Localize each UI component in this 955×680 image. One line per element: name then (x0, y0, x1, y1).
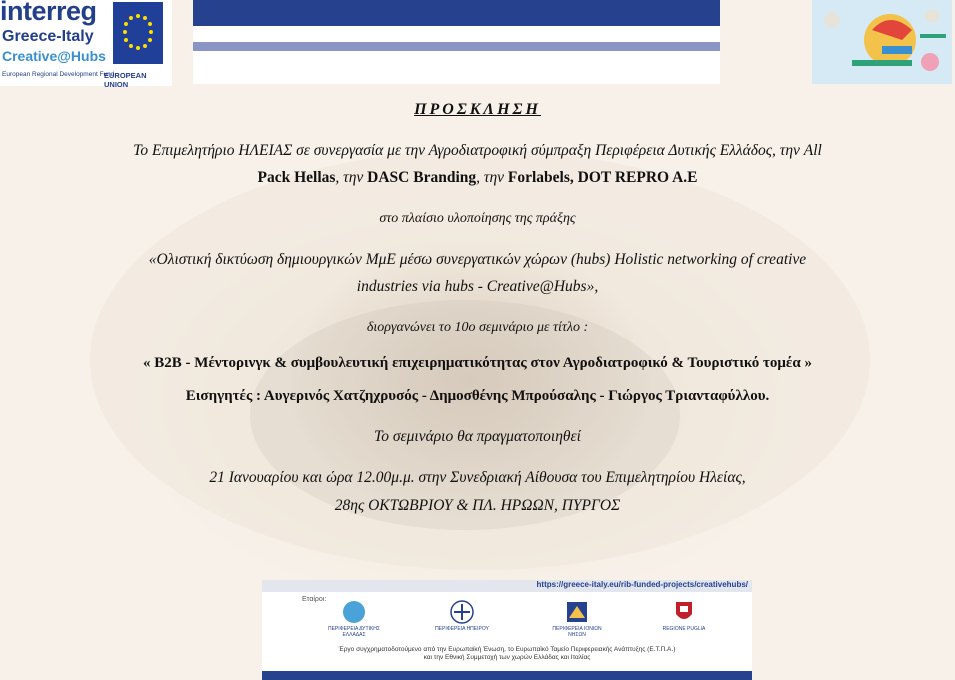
intro-connector: , την (335, 169, 368, 186)
project-url: https://greece-italy.eu/rib-funded-projects/creativehubs/ (536, 580, 748, 589)
partner-name: ΠΕΡΙΦΕΡΕΙΑ ΗΠΕΙΡΟΥ (435, 626, 489, 632)
eu-flag-icon (113, 2, 163, 64)
partner-name: REGIONE PUGLIA (662, 626, 706, 632)
partner-logo-western-greece (324, 600, 384, 638)
partner-name: ΠΕΡΙΦΕΡΕΙΑ ΔΥΤΙΚΗΣ ΕΛΛΑΔΑΣ (327, 626, 380, 638)
organizes-line: διοργανώνει το 10ο σεμινάριο με τίτλο : (366, 320, 589, 335)
partner-logo-epirus (432, 600, 492, 632)
footer-bottom-bar (262, 671, 752, 680)
funding-line-2: και την Εθνική Συμμετοχή των χωρών Ελλάδας και Ιταλίας (423, 654, 591, 661)
header-spacer (193, 51, 720, 84)
intro-connector: , την (476, 169, 508, 186)
context-line: στο πλαίσιο υλοποίησης της πράξης (379, 211, 576, 226)
logo-program: Greece-Italy (2, 28, 94, 45)
funding-text (262, 646, 752, 662)
address-line: 28ης ΟΚΤΩΒΡΙΟΥ & ΠΛ. ΗΡΩΩΝ, ΠΥΡΓΟΣ (334, 497, 621, 514)
company-all-pack: Pack Hellas (257, 169, 336, 186)
company-forlabels: Forlabels, DOT REPRO A.E (507, 169, 698, 186)
speakers-line: Εισηγητές : Αυγερινός Χατζηχρυσός - Δημοσθένης Μπρούσαλης - Γιώργος Τριανταφύλλου. (185, 388, 770, 404)
intro-line-1: Το Επιμελητήριο ΗΛΕΙΑΣ σε συνεργασία με την Αγροδιατροφική σύμπραξη Περιφέρεια Δυτικής Ελλάδος, την All (133, 142, 822, 159)
seminar-title: « B2B - Μέντορινγκ & συμβουλευτική επιχειρηματικότητας στον Αγροδιατροφικό & Τουριστικό τομέα » (143, 355, 812, 371)
company-dasc: DASC Branding (367, 169, 477, 186)
partners-label: Εταίροι: (302, 596, 327, 603)
interreg-logo (0, 0, 172, 89)
logo-eu: EUROPEAN UNION (104, 71, 147, 89)
creative-hubs-logo (812, 0, 952, 84)
intro-line-2 (0, 168, 955, 188)
partner-logo-ionian (547, 600, 607, 638)
footer-url-bar (262, 580, 752, 592)
logo-brand: interreg (0, 0, 97, 26)
will-take-place: Το σεμινάριο θα πραγματοποιηθεί (374, 428, 581, 445)
project-line-2: industries via hubs - Creative@Hubs», (356, 278, 599, 295)
header-bar-secondary (193, 42, 720, 51)
header-bar-primary (193, 0, 720, 26)
footer-banner (262, 580, 752, 680)
funding-line-1: Έργο συγχρηματοδοτούμενο από την Ευρωπαϊκή Ένωση, το Ευρωπαϊκό Ταμείο Περιφερειακής Ανάπτυξης (Ε.Τ.Π.Α.) (338, 646, 676, 653)
partner-name: ΠΕΡΙΦΕΡΕΙΑ ΙΟΝΙΩΝ ΝΗΣΩΝ (552, 626, 602, 638)
project-line-1: «Ολιστική δικτύωση δημιουργικών ΜμΕ μέσω συνεργατικών χώρων (hubs) Holistic networking of creative (148, 251, 807, 268)
header-spacer (193, 26, 720, 42)
logo-project: Creative@Hubs (2, 48, 106, 64)
logo-fund: European Regional Development Fund (2, 71, 115, 78)
invitation-title: ΠΡΟΣΚΛΗΣΗ (414, 101, 541, 118)
partner-logo-puglia (654, 600, 714, 632)
date-line: 21 Ιανουαρίου και ώρα 12.00μ.μ. στην Συνεδριακή Αίθουσα του Επιμελητηρίου Ηλείας, (209, 469, 746, 486)
